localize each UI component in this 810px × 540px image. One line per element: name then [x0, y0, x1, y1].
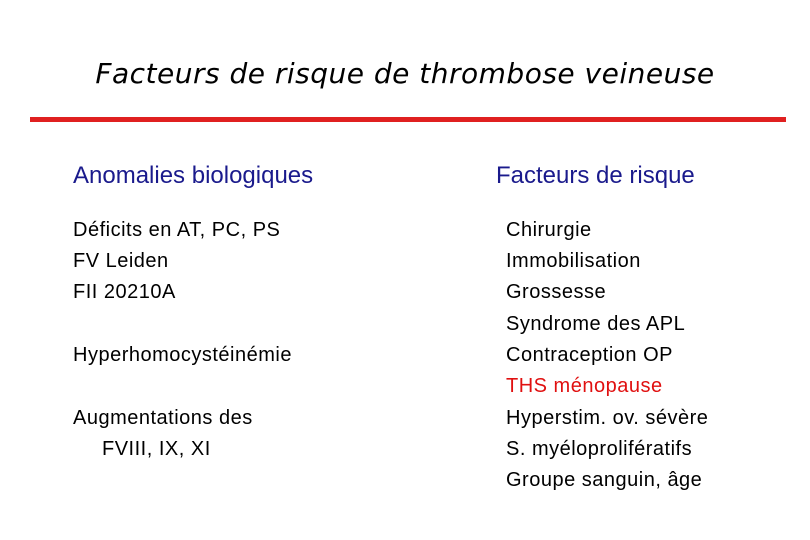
- right-item-contraception: Contraception OP: [506, 344, 673, 366]
- left-item-hyperhomocysteinemie: Hyperhomocystéinémie: [73, 344, 292, 366]
- right-item-ths-menopause: THS ménopause: [506, 375, 663, 397]
- left-item-fv-leiden: FV Leiden: [73, 250, 169, 272]
- right-item-chirurgie: Chirurgie: [506, 219, 592, 241]
- left-column-heading: Anomalies biologiques: [73, 162, 314, 189]
- left-item-fii: FII 20210A: [73, 281, 176, 303]
- right-item-syndrome-apl: Syndrome des APL: [506, 313, 686, 335]
- right-item-hyperstim: Hyperstim. ov. sévère: [506, 407, 709, 429]
- left-item-fviii: FVIII, IX, XI: [102, 438, 211, 460]
- slide-title: Facteurs de risque de thrombose veineuse: [95, 57, 715, 90]
- left-item-augmentations: Augmentations des: [73, 407, 253, 429]
- right-item-grossesse: Grossesse: [506, 281, 607, 303]
- right-column-heading: Facteurs de risque: [496, 162, 695, 189]
- right-item-immobilisation: Immobilisation: [506, 250, 641, 272]
- right-item-myeloproliferatifs: S. myéloprolifératifs: [506, 438, 693, 460]
- left-item-deficits: Déficits en AT, PC, PS: [73, 219, 281, 241]
- right-item-groupe-sanguin: Groupe sanguin, âge: [506, 469, 703, 491]
- title-divider: [30, 117, 786, 122]
